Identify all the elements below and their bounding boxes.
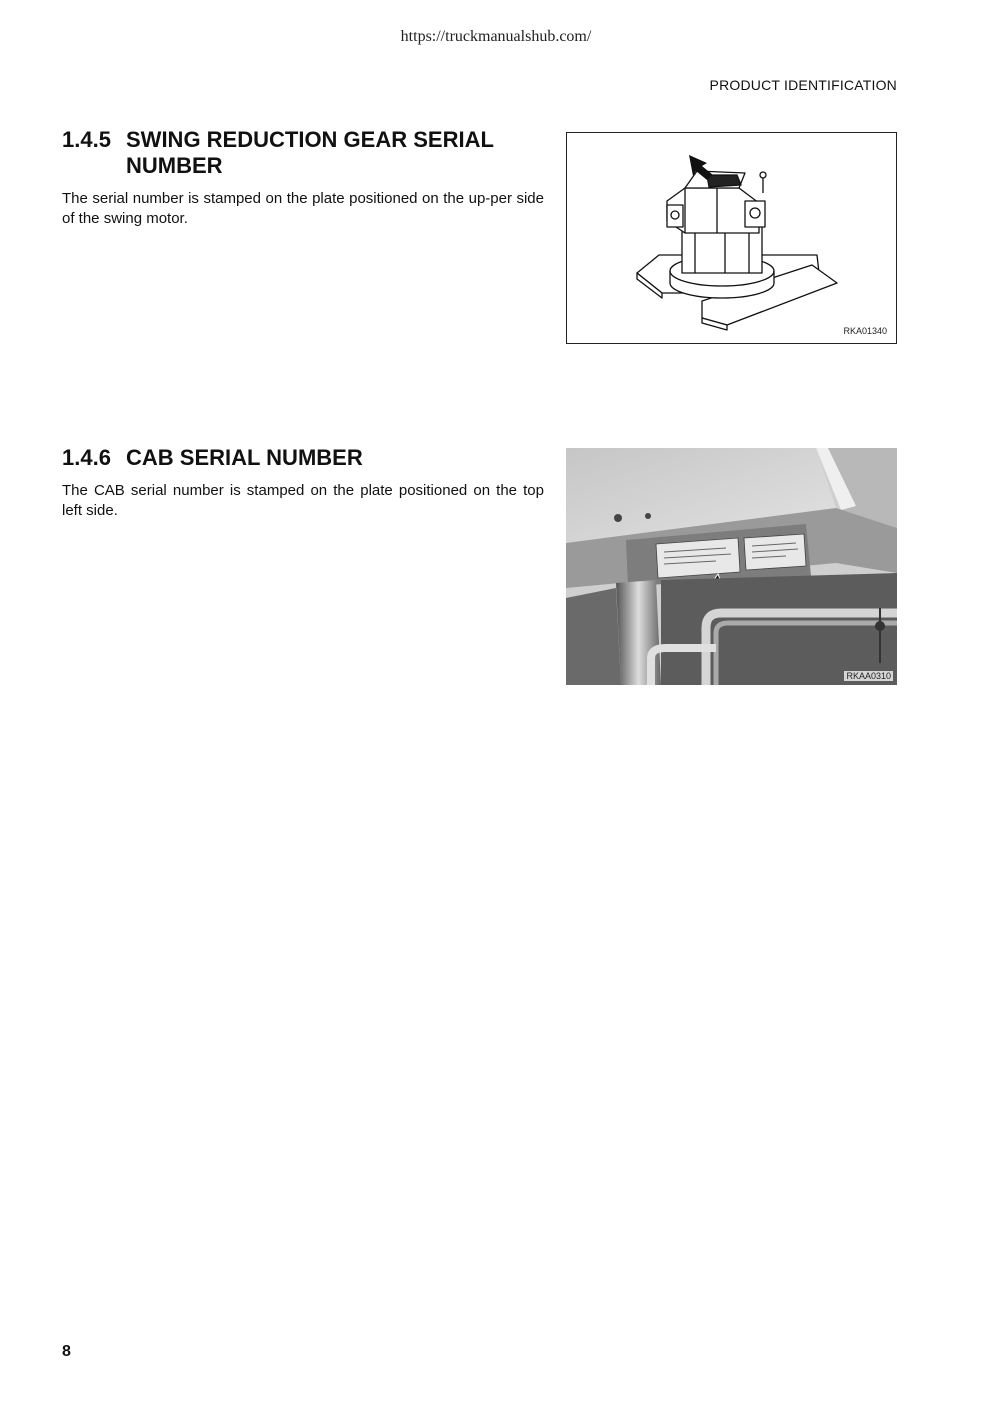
cab-plate-illustration bbox=[566, 448, 897, 685]
section-number: 1.4.6 bbox=[62, 445, 111, 470]
section-heading bbox=[62, 127, 544, 179]
swing-motor-illustration bbox=[567, 133, 896, 343]
section-title-line1: SWING REDUCTION GEAR SERIAL bbox=[126, 127, 494, 152]
running-header: PRODUCT IDENTIFICATION bbox=[709, 77, 897, 93]
section-swing-reduction-gear bbox=[62, 127, 544, 229]
section-title bbox=[126, 127, 544, 179]
figure-code: RKAA0310 bbox=[846, 671, 891, 681]
page-number: 8 bbox=[62, 1343, 71, 1360]
section-title-line2: NUMBER bbox=[126, 153, 223, 178]
section-heading bbox=[62, 445, 544, 471]
section-title: CAB SERIAL NUMBER bbox=[126, 445, 363, 470]
source-url: https://truckmanualshub.com/ bbox=[400, 28, 592, 45]
section-body: The serial number is stamped on the plate positioned on the up-per side of the swing motor. bbox=[62, 190, 544, 227]
figure-code: RKA01340 bbox=[843, 326, 887, 336]
section-number: 1.4.5 bbox=[62, 127, 111, 152]
cab-plate-photo bbox=[566, 448, 897, 685]
section-cab-serial-number bbox=[62, 445, 544, 521]
swing-motor-figure bbox=[566, 132, 897, 344]
section-body: The CAB serial number is stamped on the plate positioned on the top left side. bbox=[62, 482, 544, 519]
